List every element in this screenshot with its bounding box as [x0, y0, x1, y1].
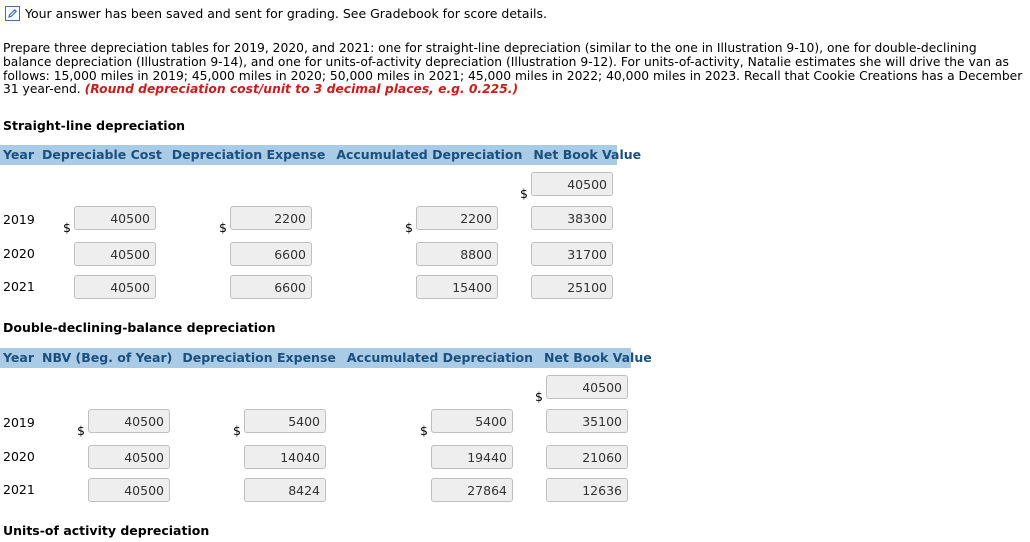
sl-2020-expense-input[interactable]: [230, 242, 312, 266]
sl-year-2021: 2021: [3, 279, 35, 294]
sl-2019-cost-input[interactable]: [74, 206, 156, 230]
sl-initial-nbv-input[interactable]: [531, 172, 613, 196]
sl-year-2019: 2019: [3, 212, 35, 227]
saved-notice-text: Your answer has been saved and sent for grading. See Gradebook for score details.: [25, 6, 548, 21]
ddb-2020-nbv-input[interactable]: [546, 445, 628, 469]
ddb-2020-nbv-beg-input[interactable]: [88, 445, 170, 469]
problem-instructions: [3, 42, 1025, 97]
edit-pencil-icon: [5, 6, 20, 21]
ddb-initial-nbv-currency: $: [535, 389, 543, 404]
problem-text: Prepare three depreciation tables for 2019, 2020, and 2021: one for straight-line depreciation (similar to the one in Illustration 9-10), one for double-declining balance depreciation (Illustration 9-14), and one for units-of-activity depreciation (Illustration 9-12). For units-of-activity, Natalie estimates she will drive the van as follows: 15,000 miles in 2019; 45,000 miles in 2020; 50,000 miles in 2021; 45,000 miles in 2022; 40,000 miles in 2023. Recall that Cookie Creations has a December 31 year-end.: [3, 41, 1023, 97]
ddb-2019-accumulated-currency: $: [420, 423, 428, 438]
ddb-2019-nbv-beg-input[interactable]: [88, 409, 170, 433]
sl-header-expense: Depreciation Expense: [171, 147, 326, 162]
sl-2020-cost-input[interactable]: [74, 242, 156, 266]
ddb-2020-accumulated-input[interactable]: [431, 445, 513, 469]
ddb-2021-accumulated-input[interactable]: [431, 478, 513, 502]
ddb-year-2021: 2021: [3, 482, 35, 497]
straight-line-title: Straight-line depreciation: [3, 118, 186, 133]
sl-2020-nbv-input[interactable]: [531, 242, 613, 266]
ddb-2021-nbv-input[interactable]: [546, 478, 628, 502]
sl-year-2020: 2020: [3, 246, 35, 261]
ddb-2019-nbv-input[interactable]: [546, 409, 628, 433]
sl-2019-accumulated-input[interactable]: [416, 206, 498, 230]
ddb-initial-nbv-input[interactable]: [546, 375, 628, 399]
sl-header-accumulated: Accumulated Depreciation: [336, 147, 523, 162]
saved-notice: [5, 6, 547, 21]
ddb-2019-expense-input[interactable]: [244, 409, 326, 433]
ddb-header-accumulated: Accumulated Depreciation: [346, 350, 533, 365]
ddb-2020-expense-input[interactable]: [244, 445, 326, 469]
units-of-activity-title: Units-of activity depreciation: [3, 523, 210, 538]
ddb-year-2020: 2020: [3, 449, 35, 464]
ddb-header-nbv-beg: NBV (Beg. of Year): [41, 350, 173, 365]
sl-2021-cost-input[interactable]: [74, 275, 156, 299]
sl-initial-nbv-currency: $: [520, 186, 528, 201]
sl-2020-accumulated-input[interactable]: [416, 242, 498, 266]
ddb-header-year: Year: [3, 350, 34, 365]
double-declining-header-row: [0, 348, 652, 368]
ddb-2021-nbv-beg-input[interactable]: [88, 478, 170, 502]
ddb-2021-expense-input[interactable]: [244, 478, 326, 502]
ddb-year-2019: 2019: [3, 415, 35, 430]
sl-2019-cost-currency: $: [63, 220, 71, 235]
ddb-2019-accumulated-input[interactable]: [431, 409, 513, 433]
ddb-header-expense: Depreciation Expense: [182, 350, 336, 365]
ddb-header-nbv: Net Book Value: [543, 350, 652, 365]
sl-header-nbv: Net Book Value: [533, 147, 642, 162]
double-declining-title: Double-declining-balance depreciation: [3, 320, 276, 335]
sl-2019-expense-input[interactable]: [230, 206, 312, 230]
sl-2021-accumulated-input[interactable]: [416, 275, 498, 299]
sl-2019-expense-currency: $: [219, 220, 227, 235]
sl-2019-accumulated-currency: $: [405, 220, 413, 235]
sl-header-year: Year: [3, 147, 34, 162]
sl-2019-nbv-input[interactable]: [531, 206, 613, 230]
sl-2021-nbv-input[interactable]: [531, 275, 613, 299]
rounding-note: (Round depreciation cost/unit to 3 decimal places, e.g. 0.225.): [84, 82, 519, 97]
ddb-2019-expense-currency: $: [233, 423, 241, 438]
ddb-2019-cost-currency: $: [77, 423, 85, 438]
sl-2021-expense-input[interactable]: [230, 275, 312, 299]
sl-header-cost: Depreciable Cost: [41, 147, 162, 162]
straight-line-header-row: [0, 145, 642, 165]
